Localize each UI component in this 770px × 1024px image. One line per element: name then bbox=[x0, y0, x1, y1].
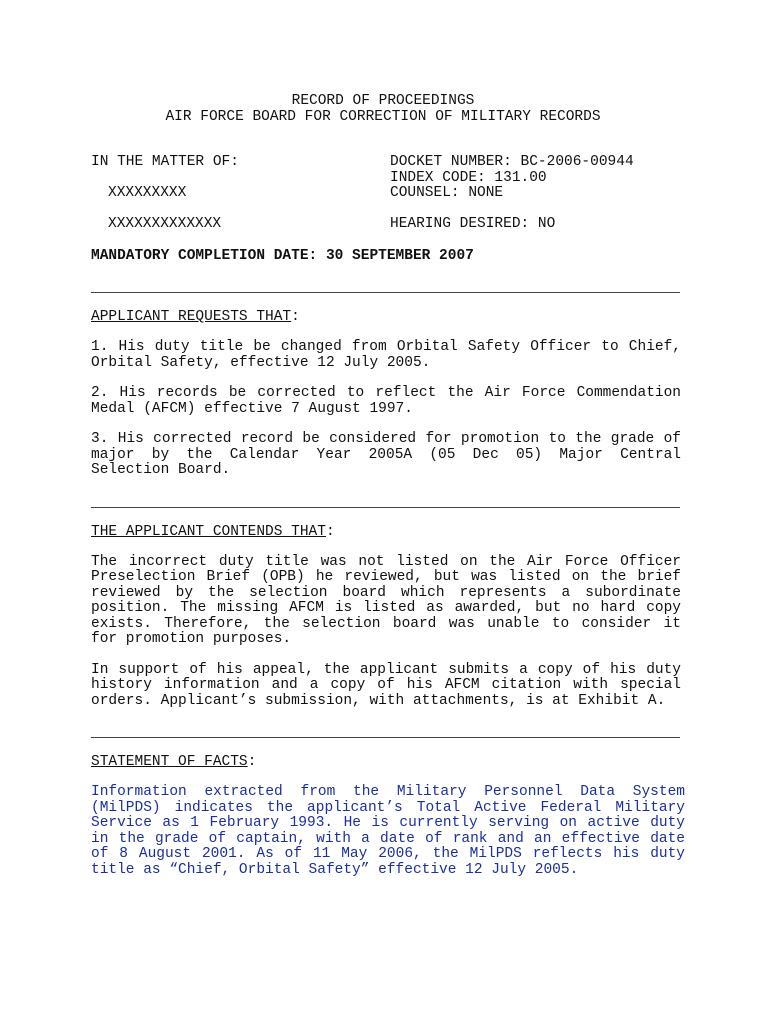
matter-left bbox=[91, 155, 239, 233]
contends-heading-text: THE APPLICANT CONTENDS THAT bbox=[91, 523, 326, 540]
requests-heading bbox=[91, 309, 681, 325]
board-title: AIR FORCE BOARD FOR CORRECTION OF MILITARY RECORDS bbox=[165, 109, 601, 125]
record-title: RECORD OF PROCEEDINGS bbox=[291, 93, 475, 109]
requests-heading-colon: : bbox=[291, 309, 300, 325]
facts-heading bbox=[91, 754, 681, 770]
request-item: 3. His corrected record be considered for promotion to the grade of major by the Calendar Year 2005A (05 Dec 05) Major Central Selection Board. bbox=[91, 431, 681, 478]
request-item: 2. His records be corrected to reflect the Air Force Commendation Medal (AFCM) effective 7 August 1997. bbox=[91, 385, 681, 417]
counsel: COUNSEL: NONE bbox=[390, 185, 504, 201]
facts-paragraph: Information extracted from the Military Personnel Data System (MilPDS) indicates the applicant’s Total Active Federal Military Service as 1 February 1993. He is currently serving on active duty in the grade of captain, with a date of rank and an effective date of 8 August 2001. As of 11 May 2006, the MilPDS reflects his duty title as “Chief, Orbital Safety” effective 12 July 2005. bbox=[91, 784, 685, 878]
docket-number: DOCKET NUMBER: BC-2006-00944 bbox=[390, 154, 634, 170]
contends-paragraph: The incorrect duty title was not listed on the Air Force Officer Preselection Brief (OPB) he reviewed, but was listed on the brief reviewed by the selection board which represents a subordinate position. The missing AFCM is listed as awarded, but no hard copy exists. Therefore, the selection board was unable to consider it for promotion purposes. bbox=[91, 553, 681, 647]
applicant-id: XXXXXXXXXXXXX bbox=[108, 216, 222, 232]
facts-heading-colon: : bbox=[247, 754, 257, 770]
contends-heading-colon: : bbox=[325, 523, 335, 540]
index-code: INDEX CODE: 131.00 bbox=[390, 169, 547, 186]
mandatory-completion-date: MANDATORY COMPLETION DATE: 30 SEPTEMBER 2007 bbox=[91, 248, 474, 264]
requests-heading-text: APPLICANT REQUESTS THAT bbox=[91, 309, 292, 325]
document-header bbox=[85, 93, 681, 125]
request-item: 1. His duty title be changed from Orbital Safety Officer to Chief, Orbital Safety, effective 12 July 2005. bbox=[91, 339, 681, 371]
contends-heading bbox=[91, 524, 681, 540]
contends-paragraph: In support of his appeal, the applicant submits a copy of his duty history information and a copy of his AFCM citation with special orders. Applicant’s submission, with attachments, is at Exhibit A. bbox=[91, 661, 681, 709]
divider bbox=[91, 507, 680, 508]
divider bbox=[91, 292, 680, 293]
matter-right bbox=[390, 155, 634, 233]
hearing-desired: HEARING DESIRED: NO bbox=[390, 216, 556, 232]
matter-label: IN THE MATTER OF: bbox=[91, 154, 239, 170]
applicant-name: XXXXXXXXX bbox=[108, 185, 187, 201]
facts-heading-text: STATEMENT OF FACTS bbox=[91, 754, 248, 770]
document-page bbox=[91, 93, 685, 878]
divider bbox=[91, 737, 680, 738]
matter-block bbox=[91, 155, 681, 233]
